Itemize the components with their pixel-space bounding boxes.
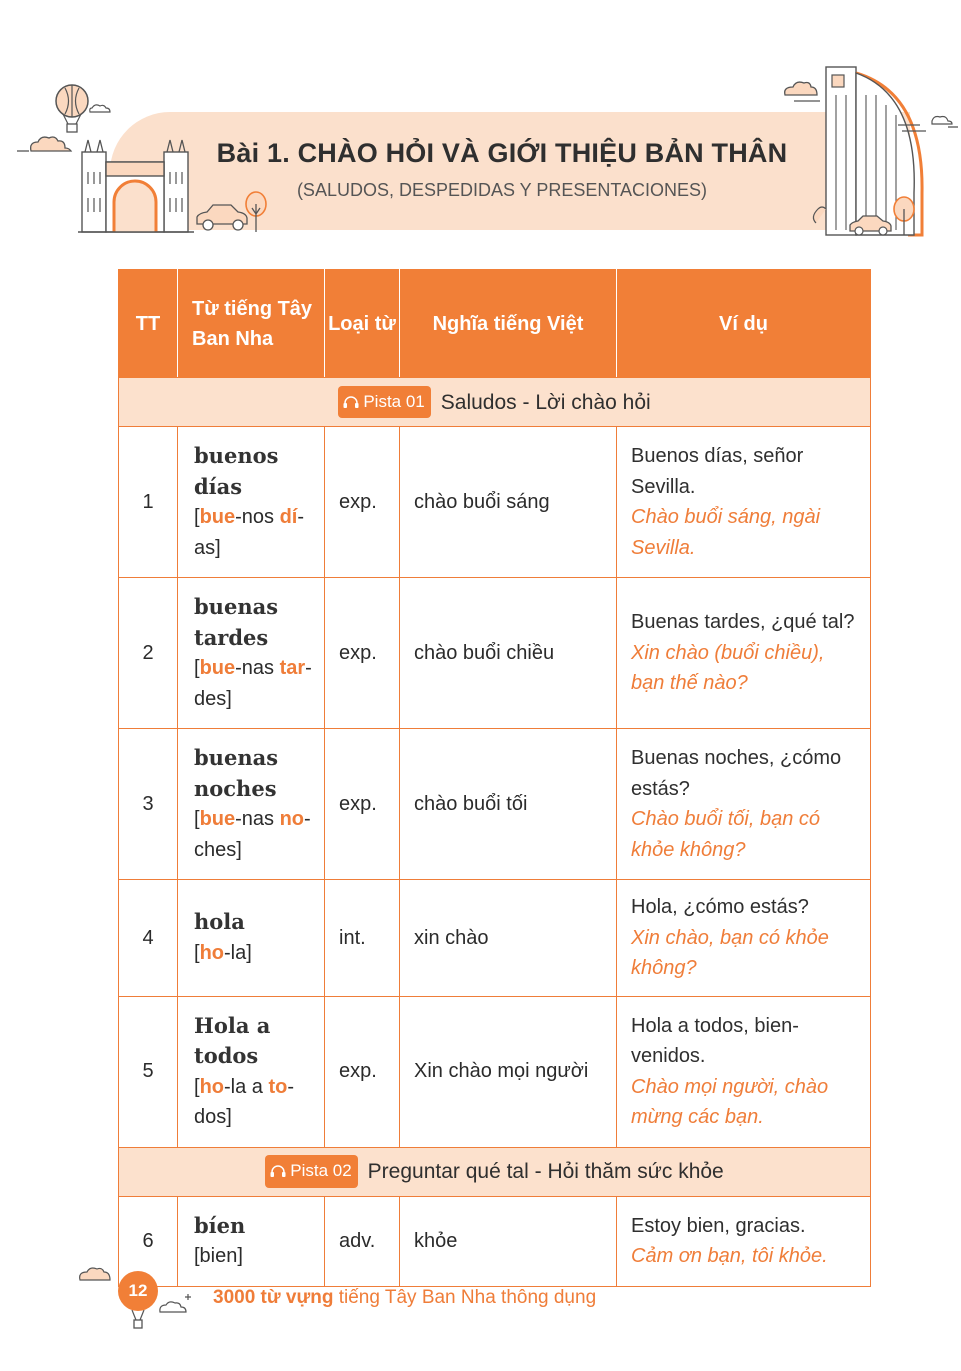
example-spanish: Buenas noches, ¿cómo estás? xyxy=(631,747,842,800)
spanish-word: buenas noches xyxy=(194,745,279,801)
balloon-basket-icon xyxy=(128,1308,148,1332)
hot-air-balloon-icon xyxy=(52,82,118,138)
column-header-spanish-word: Từ tiếng Tây Ban Nha xyxy=(178,270,325,378)
audio-track-icon xyxy=(269,1163,287,1179)
spanish-word-cell xyxy=(178,729,325,880)
example-vietnamese: Cảm ơn bạn, tôi khỏe. xyxy=(631,1245,828,1267)
pronunciation: [bue-nas no-ches] xyxy=(194,808,311,861)
table-row xyxy=(119,996,871,1147)
vietnamese-meaning: xin chào xyxy=(400,880,617,997)
spanish-word: buenos días xyxy=(194,443,279,499)
pronunciation: [bien] xyxy=(194,1245,243,1267)
example-vietnamese: Chào mọi người, chào mừng các bạn. xyxy=(631,1075,829,1128)
section-row xyxy=(119,1147,871,1196)
column-header-example: Ví dụ xyxy=(617,270,871,378)
row-number: 2 xyxy=(119,578,178,729)
example-cell xyxy=(617,729,871,880)
section-row xyxy=(119,378,871,427)
example-vietnamese: Xin chào, bạn có khỏe không? xyxy=(631,926,829,979)
lesson-subtitle: (SALUDOS, DESPEDIDAS Y PRESENTACIONES) xyxy=(296,180,708,200)
example-spanish: Hola, ¿cómo estás? xyxy=(631,896,809,918)
example-cell xyxy=(617,578,871,729)
example-cell xyxy=(617,427,871,578)
vietnamese-meaning: chào buổi sáng xyxy=(400,427,617,578)
row-number: 3 xyxy=(119,729,178,880)
section-title: Preguntar qué tal - Hỏi thăm sức khỏe xyxy=(367,1160,724,1184)
word-type: adv. xyxy=(325,1196,400,1286)
row-number: 4 xyxy=(119,880,178,997)
table-row xyxy=(119,1196,871,1286)
vietnamese-meaning: chào buổi tối xyxy=(400,729,617,880)
spanish-word: hola xyxy=(194,909,245,935)
example-cell xyxy=(617,880,871,997)
row-number: 1 xyxy=(119,427,178,578)
book-title-footer: 3000 từ vựng tiếng Tây Ban Nha thông dụng xyxy=(213,1287,597,1308)
table-row xyxy=(119,880,871,997)
word-type: exp. xyxy=(325,729,400,880)
pista-label: Pista 02 xyxy=(290,1161,352,1181)
example-spanish: Hola a todos, bien-venidos. xyxy=(631,1014,799,1067)
spanish-word-cell xyxy=(178,1196,325,1286)
cloud-sparkle-icon xyxy=(158,1290,198,1318)
pista-audio-badge[interactable] xyxy=(265,1155,357,1188)
vietnamese-meaning: khỏe xyxy=(400,1196,617,1286)
pronunciation: [bue-nas tar-des] xyxy=(194,657,312,710)
section-title: Saludos - Lời chào hỏi xyxy=(440,390,651,414)
column-header-word-type: Loại từ xyxy=(325,270,400,378)
spanish-word-cell xyxy=(178,578,325,729)
pronunciation: [ho-la a to-dos] xyxy=(194,1075,295,1128)
vietnamese-meaning: chào buổi chiều xyxy=(400,578,617,729)
column-header-meaning: Nghĩa tiếng Việt xyxy=(400,270,617,378)
pronunciation: [ho-la] xyxy=(194,941,252,964)
column-header-tt: TT xyxy=(119,270,178,378)
example-vietnamese: Chào buổi tối, bạn có khỏe không? xyxy=(631,808,821,861)
row-number: 5 xyxy=(119,996,178,1147)
word-type: exp. xyxy=(325,427,400,578)
pronunciation: [bue-nos dí-as] xyxy=(194,506,305,559)
lesson-title: Bài 1. CHÀO HỎI VÀ GIỚI THIỆU BẢN THÂN xyxy=(216,138,788,168)
example-spanish: Estoy bien, gracias. xyxy=(631,1214,806,1237)
pista-audio-badge[interactable] xyxy=(338,386,430,419)
spanish-word-cell xyxy=(178,880,325,997)
example-vietnamese: Xin chào (buổi chiều), bạn thế nào? xyxy=(631,641,825,695)
pista-label: Pista 01 xyxy=(363,391,425,411)
example-spanish: Buenas tardes, ¿qué tal? xyxy=(631,611,855,634)
vietnamese-meaning: Xin chào mọi người xyxy=(400,996,617,1147)
table-row xyxy=(119,729,871,880)
cloud-icon xyxy=(76,1264,116,1284)
example-cell xyxy=(617,1196,871,1286)
page-number: 12 xyxy=(118,1271,158,1311)
spanish-word-cell xyxy=(178,427,325,578)
vocabulary-table xyxy=(118,269,871,1287)
row-number: 6 xyxy=(119,1196,178,1286)
audio-track-icon xyxy=(342,394,360,410)
table-row xyxy=(119,427,871,578)
word-type: exp. xyxy=(325,578,400,729)
word-type: exp. xyxy=(325,996,400,1147)
spanish-word-cell xyxy=(178,996,325,1147)
spanish-word: Hola a todos xyxy=(194,1012,271,1068)
table-row xyxy=(119,578,871,729)
spanish-word: bíen xyxy=(194,1212,246,1238)
example-spanish: Buenos días, señor Sevilla. xyxy=(631,445,804,498)
example-vietnamese: Chào buổi sáng, ngài Sevilla. xyxy=(631,506,821,559)
spanish-word: buenas tardes xyxy=(194,594,279,650)
table-header-row xyxy=(119,270,871,378)
word-type: int. xyxy=(325,880,400,997)
example-cell xyxy=(617,996,871,1147)
